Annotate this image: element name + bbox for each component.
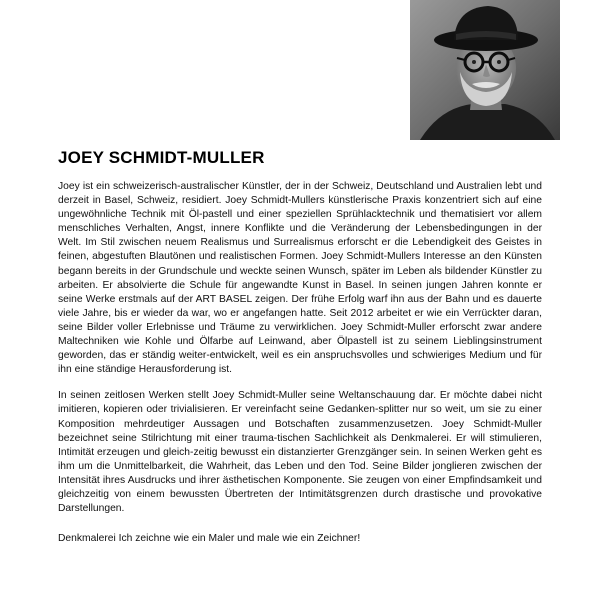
- artist-name-heading: JOEY SCHMIDT-MULLER: [58, 148, 265, 167]
- closing-statement: Denkmalerei Ich zeichne wie ein Maler und male wie ein Zeichner!: [58, 533, 361, 545]
- portrait-illustration: [410, 0, 560, 140]
- artist-portrait-photo: [410, 0, 560, 140]
- bio-paragraph: Joey ist ein schweizerisch-australischer Künstler, der in der Schweiz, Deutschland und Australien lebt und derzeit in Basel, Schweiz, residiert. Joey Schmidt-Mullers künstlerische Praxis konzentriert sich auf eine ungewöhnliche Technik mit Öl-pastell und einer speziellen Sprühlacktechnik und thematisiert vor allem menschliches Verhalten, Angst, innere Konflikte und die Veränderung der Lebensbedingungen in der Welt. Im Stil zwischen neuem Realismus und Surrealismus erforscht er die Lebendigkeit des Geistes in feinen, abgestuften Blautönen und realistischen Formen. Joey Schmidt-Mullers Interesse an den Künsten begann bereits in der Grundschule und weckte seinen Wunsch, später im Leben als bildender Künstler zu arbeiten. Er absolvierte die Schule für angewandte Kunst in Basel. In seinen jungen Jahren konnte er seine Werke erstmals auf der ART BASEL zeigen. Der frühe Erfolg warf ihn aus der Bahn und es dauerte viele Jahre, bis er wieder da war, wo er angefangen hatte. Seit 2012 arbeitet er wie ein Verrückter daran, seine Bilder voller Erlebnisse und Träume zu verwirklichen. Joey Schmidt-Muller erforscht zwar andere Maltechniken wie Kohle und Ölfarbe auf Leinwand, aber Ölpastell ist zu seinem Lieblingsinstrument geworden, das er ständig weiter-entwickelt, weil es ein anspruchsvolles und schwieriges Medium und für ihn eine ständige Herausforderung ist.: [58, 181, 542, 376]
- bio-paragraph: In seinen zeitlosen Werken stellt Joey Schmidt-Muller seine Weltanschauung dar. Er möchte dabei nicht imitieren, kopieren oder trivialisieren. Er vereinfacht seine Gedanken-splitter nur so weit, um sie zu einer Komposition mehrdeutiger Aussagen und Botschaften zusammenzusetzen. Joey Schmidt-Muller bezeichnet seine Stilrichtung mit einer trauma-tischen Sachlichkeit als Denkmalerei. Er will stimulieren, Intimität erzeugen und gleich-zeitig bewusst ein distanzierter Grenzgänger sein. In seinen Werken geht es ihm um die Unmittelbarkeit, die Wahrheit, das Leben und den Tod. Seine Bilder jonglieren zwischen der Intensität ihres Ausdrucks und ihrer ästhetischen Komponente. Sie zeugen von einer Empfindsamkeit und gleichzeitig von einem bewussten Übertreten der Intimitätsgrenzen durch drastische und provokative Darstellungen.: [58, 390, 542, 515]
- biography-text: [58, 180, 542, 558]
